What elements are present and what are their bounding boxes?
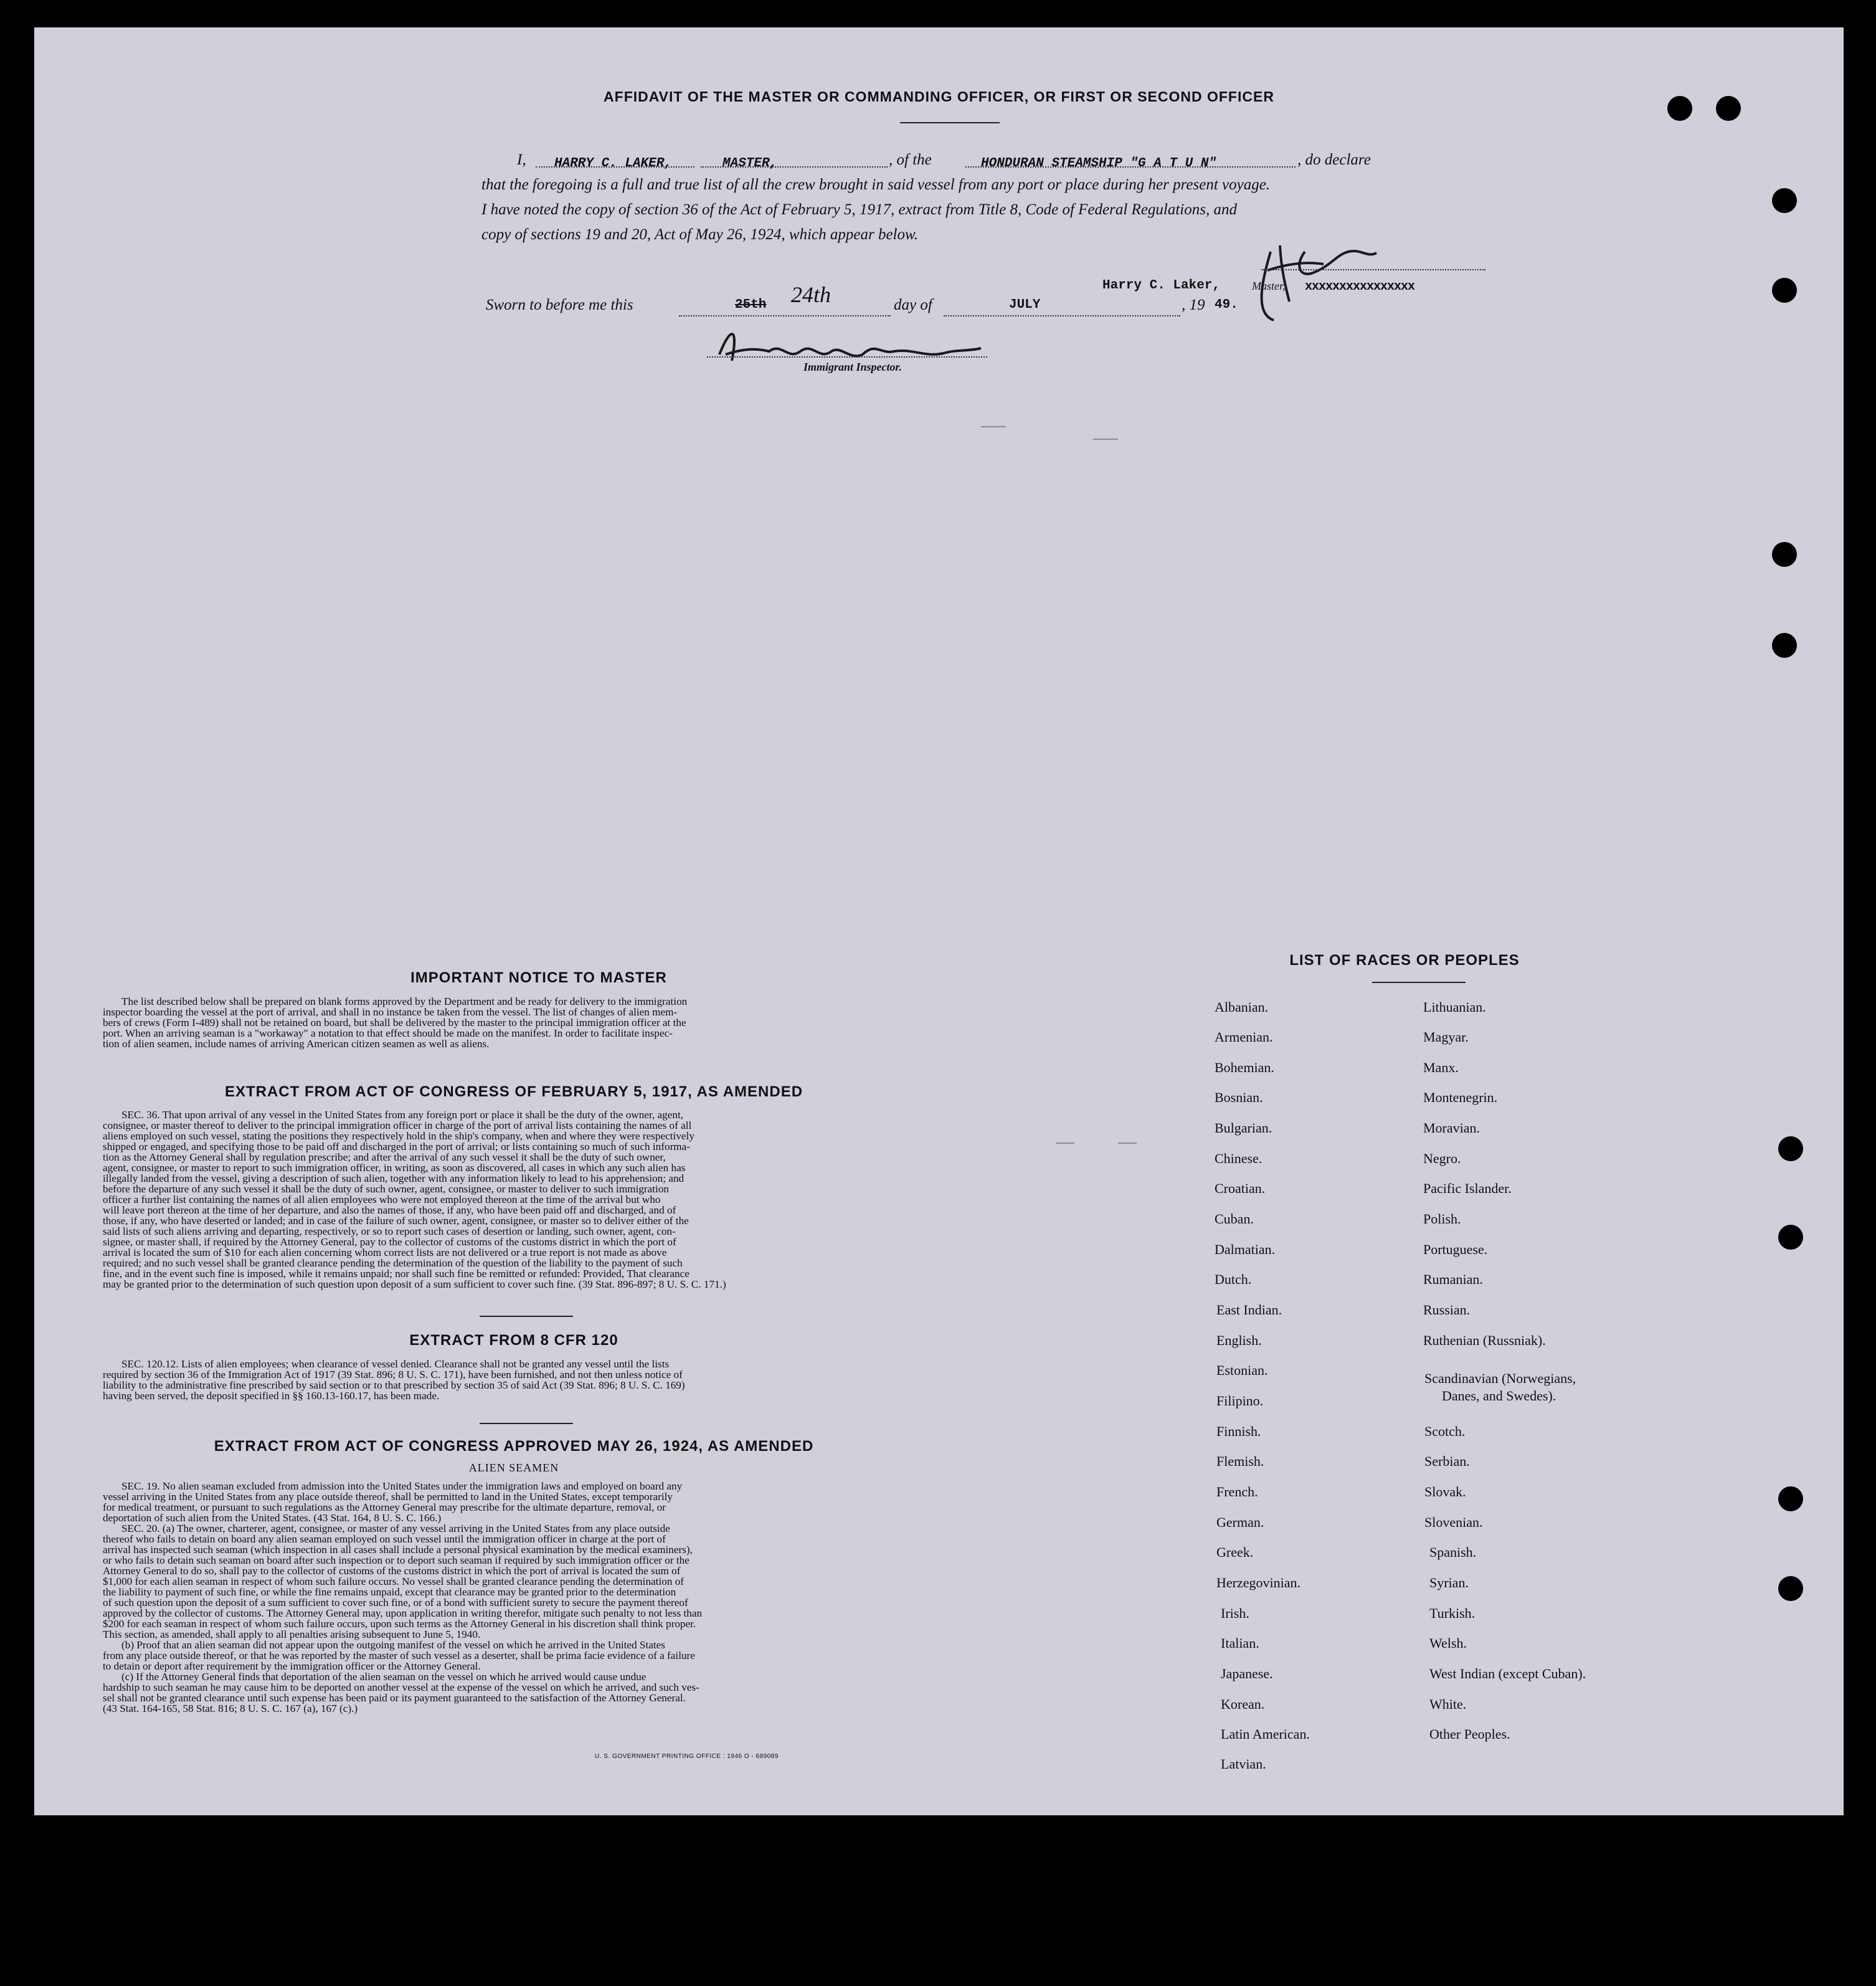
- extract-1924-line: arrival has inspected such seaman (which inspection in all cases shall include a personal physical examination by the medical examiners),: [103, 1544, 693, 1556]
- extract-1924-line: from any place outside thereof, or that he was reported by the master of such vessel as a deserter, shall be prima facie evidence of a failure: [103, 1650, 695, 1661]
- race-item: Moravian.: [1423, 1120, 1480, 1136]
- bleed-through-mark: [1056, 1143, 1074, 1144]
- extract-1924-line: approved by the collector of customs. The Attorney General may, upon application in writing therefor, mitigate such penalty to not less than: [103, 1607, 703, 1619]
- race-item: Magyar.: [1423, 1029, 1469, 1045]
- year-prefix: , 19: [1182, 297, 1205, 313]
- extract-1924-line: sel shall not be granted clearance until such expense has been paid or its payment guaranteed to the satisfaction of the Attorney General.: [103, 1692, 686, 1704]
- race-item: Bohemian.: [1215, 1060, 1274, 1075]
- race-item: Japanese.: [1221, 1666, 1273, 1681]
- alien-seamen-subheading: ALIEN SEAMEN: [468, 1461, 559, 1474]
- day-blank: [679, 315, 891, 316]
- extract-line: arrival is located the sum of $10 for each alien concerning whom correct lists are not delivered or a true report is not made as above: [103, 1247, 667, 1258]
- notice-heading: IMPORTANT NOTICE TO MASTER: [410, 969, 667, 986]
- race-item: Ruthenian (Russniak).: [1423, 1333, 1546, 1348]
- race-item: Estonian.: [1216, 1362, 1268, 1378]
- declaration-line-4: copy of sections 19 and 20, Act of May 26, 1924, which appear below.: [481, 226, 919, 243]
- race-item: Chinese.: [1215, 1151, 1263, 1166]
- day-struck: 25th: [735, 298, 767, 312]
- month-blank: [944, 315, 1180, 316]
- extract-1924-line: hardship to such seaman he may cause him to be deported on another vessel at the expense of the vessel on which he arrived, and such ves-: [103, 1681, 699, 1693]
- punch-hole: [1778, 1225, 1803, 1250]
- extract-line: fine, and in the event such fine is imposed, while it remains unpaid; nor shall such fine be remitted or refunded: Provided, That clearance: [103, 1268, 689, 1280]
- race-item: Rumanian.: [1423, 1271, 1483, 1287]
- race-item: Syrian.: [1429, 1575, 1469, 1590]
- extract-1924-line: thereof who fails to detain on board any alien seaman employed on such vessel until the immigration officer in charge at the port of: [103, 1533, 666, 1545]
- race-item: Danes, and Swedes).: [1442, 1388, 1556, 1404]
- race-item: Manx.: [1423, 1060, 1459, 1075]
- race-item: French.: [1216, 1484, 1258, 1499]
- document-sheet: [34, 27, 1844, 1815]
- extract-line: consignee, or master thereof to deliver to the principal immigration officer in charge of the port of arrival lists containing the names of all: [103, 1119, 692, 1131]
- race-item: Scotch.: [1424, 1423, 1466, 1439]
- extract-1924-line: SEC. 20. (a) The owner, charterer, agent, consignee, or master of any vessel arriving in the United States from any place outside: [121, 1523, 670, 1534]
- extract-line: before the departure of any such vessel it shall be the duty of such owner, agent, consignee, or master to deliver to such immigration: [103, 1183, 670, 1195]
- race-item: Serbian.: [1424, 1453, 1470, 1469]
- punch-hole: [1778, 1136, 1803, 1161]
- extract-1924-line: the liability to payment of such fine, or while the fine remains unpaid, except that clearance may be granted prior to the determination: [103, 1586, 676, 1598]
- race-item: Latvian.: [1221, 1756, 1266, 1772]
- race-item: Dalmatian.: [1215, 1242, 1276, 1257]
- race-item: English.: [1216, 1333, 1262, 1348]
- notice-line: tion of alien seamen, include names of arriving American citizen seamen as well as aliens.: [103, 1038, 490, 1050]
- race-item: Polish.: [1423, 1211, 1461, 1227]
- extract-line: required; and no such vessel shall be granted clearance pending the determination of the question of the liability to the payment of such: [103, 1257, 683, 1269]
- notice-line: port. When an arriving seaman is a "workaway" a notation to that effect should be made on the manifest. In order to facilitate inspec-: [103, 1027, 673, 1039]
- race-item: Russian.: [1423, 1302, 1471, 1318]
- race-item: West Indian (except Cuban).: [1429, 1666, 1586, 1681]
- punch-hole: [1772, 278, 1797, 303]
- race-item: German.: [1216, 1514, 1264, 1530]
- section-rule: [480, 1316, 573, 1317]
- extract-1924-heading: EXTRACT FROM ACT OF CONGRESS APPROVED MAY 26, 1924, AS AMENDED: [214, 1438, 814, 1455]
- extract-1917-heading: EXTRACT FROM ACT OF CONGRESS OF FEBRUARY 5, 1917, AS AMENDED: [224, 1083, 803, 1100]
- extract-1924-line: deportation of such alien from the United States. (43 Stat. 164, 8 U. S. C. 166.): [103, 1512, 442, 1524]
- race-item: East Indian.: [1216, 1302, 1282, 1318]
- race-item: Other Peoples.: [1429, 1726, 1510, 1742]
- struck-text: xxxxxxxxxxxxxxxx: [1305, 280, 1415, 294]
- extract-line: those, if any, who have deserted or landed; and in case of the failure of such owner, agent, consignee, or master so to deliver either of the: [103, 1215, 689, 1227]
- of-the-text: , of the: [889, 151, 932, 168]
- day-handwritten: 24th: [791, 282, 831, 307]
- race-item: Slovak.: [1424, 1484, 1466, 1499]
- printing-office-imprint: U. S. GOVERNMENT PRINTING OFFICE : 1946 O - 689089: [595, 1753, 779, 1760]
- race-item: Bulgarian.: [1215, 1120, 1272, 1136]
- extract-1924-line: vessel arriving in the United States from any place outside thereof, shall be permitted to land in the United States, except temporarily: [103, 1491, 673, 1503]
- extract-1924-line: (c) If the Attorney General finds that deportation of the alien seaman on the vessel on which he arrived would cause undue: [121, 1671, 647, 1683]
- extract-1924-line: to detain or deport after requirement by the immigration officer or the Attorney General.: [103, 1660, 481, 1672]
- race-item: Flemish.: [1216, 1453, 1264, 1469]
- declaration-line-1: [445, 148, 1492, 173]
- declarant-i: I,: [517, 151, 526, 168]
- inspector-signature-line: [707, 356, 987, 358]
- punch-hole: [1778, 1576, 1803, 1601]
- race-item: Lithuanian.: [1423, 999, 1486, 1015]
- race-item: Greek.: [1216, 1544, 1254, 1560]
- signer-typed-name: Harry C. Laker,: [1102, 278, 1221, 293]
- extract-1924-text: [103, 1481, 925, 1714]
- race-item: Spanish.: [1429, 1544, 1477, 1560]
- extract-1924-line: or who fails to detain such seaman on board after such inspection or to deport such seaman if required by such immigration officer or the: [103, 1554, 689, 1566]
- master-signature-line: [1261, 269, 1485, 270]
- extract-line: officer a further list containing the names of all alien employees who were not employed thereon at the time of the arrival but who: [103, 1194, 661, 1205]
- race-item: Latin American.: [1221, 1726, 1310, 1742]
- race-item: Croatian.: [1215, 1181, 1266, 1196]
- race-item: Korean.: [1221, 1696, 1265, 1712]
- race-item: Herzegovinian.: [1216, 1575, 1300, 1590]
- extract-line: said lists of such aliens arriving and departing, respectively, or so to report such cases of desertion or landing, such owner, agent, con-: [103, 1225, 676, 1237]
- do-declare-text: , do declare: [1297, 151, 1371, 168]
- extract-line: tion as the Attorney General shall by regulation prescribe; and after the arrival of any such vessel it shall be the duty of such owner,: [103, 1151, 666, 1163]
- punch-hole: [1772, 633, 1797, 658]
- cfr-line: having been served, the deposit specified in §§ 160.13-160.17, has been made.: [103, 1390, 440, 1402]
- bleed-through-mark: [1118, 1143, 1137, 1144]
- race-item: Montenegrin.: [1423, 1090, 1498, 1105]
- punch-hole: [1772, 542, 1797, 567]
- cfr-line: liability to the administrative fine prescribed by said section or to that prescribed by section 35 of said Act (39 Stat. 896; 8 U. S. C. 169): [103, 1379, 685, 1391]
- notice-text: [103, 996, 925, 1049]
- title-rule: [900, 122, 1000, 123]
- extract-cfr-heading: EXTRACT FROM 8 CFR 120: [409, 1332, 618, 1349]
- extract-line: illegally landed from the vessel, giving a description of such alien, together with any information likely to lead to his apprehension; and: [103, 1172, 685, 1184]
- race-item: Pacific Islander.: [1423, 1181, 1512, 1196]
- extract-1924-line: (b) Proof that an alien seaman did not appear upon the outgoing manifest of the vessel on which he arrived in the United States: [121, 1639, 665, 1651]
- extract-1924-line: (43 Stat. 164-165, 58 Stat. 816; 8 U. S. C. 167 (a), 167 (c).): [103, 1703, 358, 1714]
- bleed-through-mark: [981, 426, 1006, 427]
- extract-1924-line: of such question upon the deposit of a sum sufficient to cover such fine, or of a bond with sufficient surety to secure the payment thereof: [103, 1597, 688, 1608]
- race-item: Dutch.: [1215, 1271, 1252, 1287]
- punch-hole: [1778, 1486, 1803, 1511]
- vessel-name: HONDURAN STEAMSHIP "G A T U N": [981, 156, 1217, 171]
- month-value: JULY: [1009, 298, 1041, 312]
- race-item: Portuguese.: [1423, 1242, 1488, 1257]
- race-item: Cuban.: [1215, 1211, 1254, 1227]
- extract-line: agent, consignee, or master to report to such immigration officer, in writing, as soon as discovered, all cases in which any such alien has: [103, 1162, 686, 1174]
- master-rank: MASTER,: [722, 156, 778, 171]
- extract-1924-line: for medical treatment, or pursuant to such regulations as the Attorney General may prescribe for the ultimate departure, removal, or: [103, 1501, 666, 1513]
- races-rule: [1372, 982, 1466, 983]
- race-item: Bosnian.: [1215, 1090, 1263, 1105]
- section-rule: [480, 1423, 573, 1424]
- sworn-label: Sworn to before me this: [486, 297, 633, 313]
- master-signature: [1236, 227, 1392, 326]
- race-item: Slovenian.: [1424, 1514, 1483, 1530]
- extract-line: may be granted prior to the determination of such question upon deposit of a sum sufficient to cover such fine. (39 Stat. 896-897; 8 U. S. C. 171.): [103, 1278, 726, 1290]
- extract-line: signee, or master shall, if required by the Attorney General, pay to the collector of customs of the customs district in which the port of: [103, 1236, 676, 1248]
- race-item: White.: [1429, 1696, 1467, 1712]
- race-item: Irish.: [1221, 1605, 1249, 1621]
- extract-1924-line: Attorney General to do so, shall pay to the collector of customs of the customs district in which the port of arrival is located the sum of: [103, 1565, 681, 1577]
- extract-line: aliens employed on such vessel, stating the positions they respectively hold in the ship's company, when and where they were respectively: [103, 1130, 694, 1142]
- race-item: Finnish.: [1216, 1423, 1261, 1439]
- race-item: Negro.: [1423, 1151, 1461, 1166]
- race-item: Welsh.: [1429, 1635, 1467, 1651]
- notice-line: inspector boarding the vessel at the port of arrival, and shall in no instance be taken from the vessel. The list of changes of alien mem-: [103, 1006, 678, 1018]
- extract-line: will leave port thereon at the time of her departure, and also the names of those, if any, who have been paid off and discharged, and of: [103, 1204, 676, 1216]
- inspector-label: Immigrant Inspector.: [803, 361, 902, 373]
- extract-cfr-text: [103, 1359, 925, 1401]
- declaration-line-2: that the foregoing is a full and true list of all the crew brought in said vessel from any port or place during her present voyage.: [481, 176, 1271, 193]
- extract-line: SEC. 36. That upon arrival of any vessel in the United States from any foreign port or place it shall be the duty of the owner, agent,: [121, 1109, 684, 1121]
- declaration-line-3: I have noted the copy of section 36 of the Act of February 5, 1917, extract from Title 8, Code of Federal Regulations, and: [481, 201, 1237, 218]
- cfr-line: required by section 36 of the Immigration Act of 1917 (39 Stat. 896; 8 U. S. C. 171), have been furnished, and not then unless notice of: [103, 1369, 683, 1380]
- extract-1924-line: $1,000 for each alien seaman in respect of whom such failure occurs. No vessel shall be granted clearance pending the determination of: [103, 1575, 685, 1587]
- day-of-label: day of: [894, 297, 932, 313]
- cfr-line: SEC. 120.12. Lists of alien employees; when clearance of vessel denied. Clearance shall not be granted any vessel until the lists: [121, 1358, 670, 1370]
- affidavit-title: AFFIDAVIT OF THE MASTER OR COMMANDING OFFICER, OR FIRST OR SECOND OFFICER: [604, 88, 1274, 105]
- notice-line: bers of crews (Form I-489) shall not be retained on board, but shall be delivered by the master to the principal immigration officer at the: [103, 1017, 686, 1029]
- master-label: Master,: [1252, 280, 1286, 292]
- extract-1924-line: This section, as amended, shall apply to all penalties arising subsequent to June 5, 1940.: [103, 1628, 481, 1640]
- notice-line: The list described below shall be prepared on blank forms approved by the Department and be ready for delivery to the immigration: [121, 995, 688, 1007]
- race-item: Armenian.: [1215, 1029, 1273, 1045]
- race-item: Turkish.: [1429, 1605, 1476, 1621]
- race-item: Scandinavian (Norwegians,: [1424, 1371, 1576, 1386]
- year-value: 49.: [1215, 298, 1238, 312]
- punch-hole: [1772, 188, 1797, 213]
- extract-1924-line: $200 for each seaman in respect of whom such failure occurs, upon such terms as the Attorney General in his discretion shall think proper.: [103, 1618, 696, 1630]
- extract-line: shipped or engaged, and specifying those to be paid off and discharged in the port of arrival; or lists containing so much of such informa-: [103, 1141, 691, 1152]
- extract-1924-line: SEC. 19. No alien seaman excluded from admission into the United States under the immigration laws and employed on board any: [121, 1480, 683, 1492]
- extract-1917-text: [103, 1109, 925, 1290]
- bleed-through-mark: [1093, 439, 1118, 440]
- race-item: Italian.: [1221, 1635, 1259, 1651]
- race-item: Albanian.: [1215, 999, 1269, 1015]
- race-item: Filipino.: [1216, 1393, 1264, 1409]
- master-name: HARRY C. LAKER,: [554, 156, 673, 171]
- races-heading: LIST OF RACES OR PEOPLES: [1289, 952, 1520, 969]
